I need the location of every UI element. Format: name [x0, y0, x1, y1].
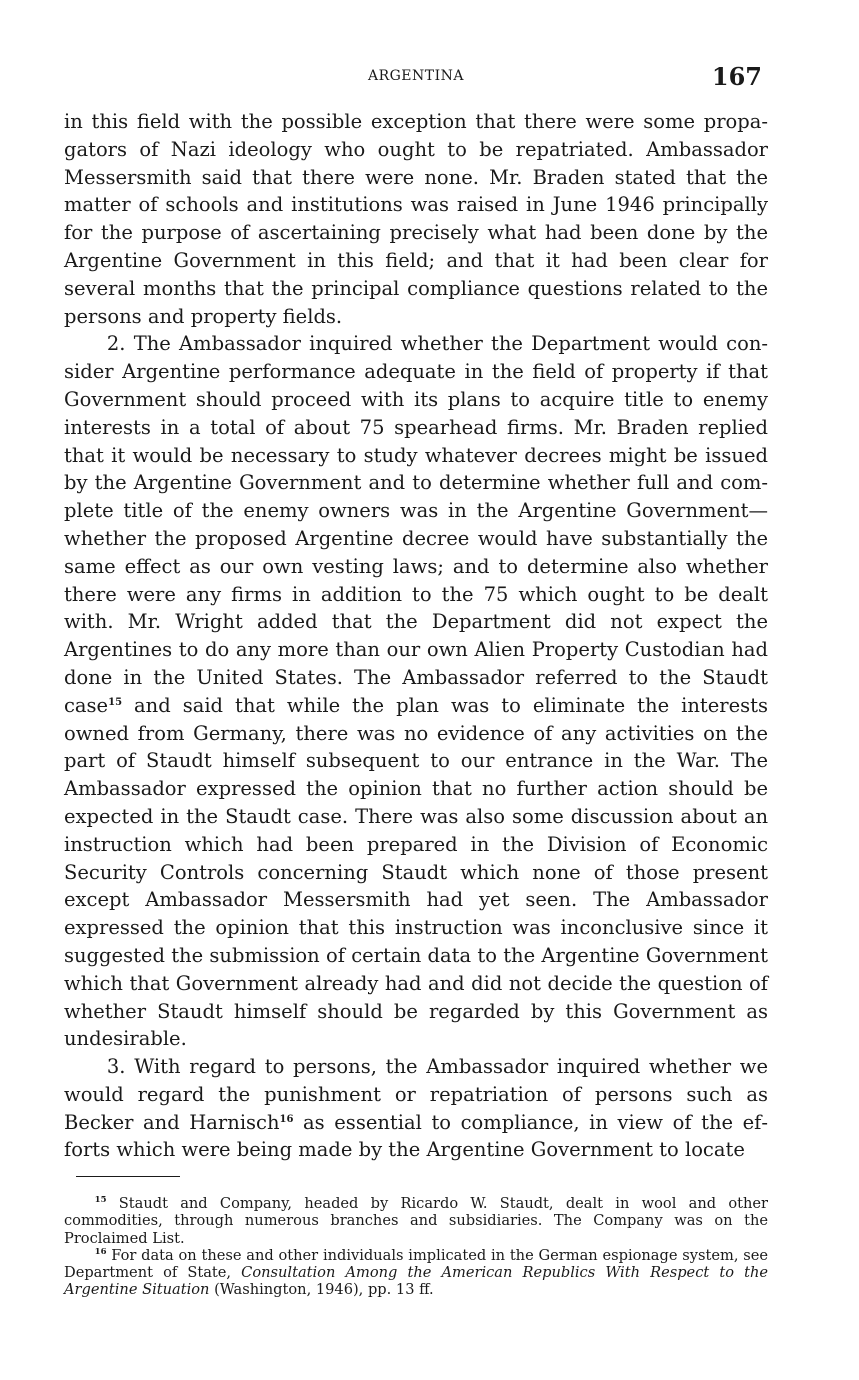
running-title: ARGENTINA — [367, 68, 465, 84]
footnote-15 — [64, 1195, 768, 1247]
footnote-divider — [76, 1176, 180, 1177]
footnote-ref-15: 15 — [108, 696, 123, 708]
paragraph-2-part-b: and said that while the plan was to eliminate the interests owned from Germany, there was no evidence of any activities on the part of Staudt himself subsequent to our entrance in the War. The Ambassador expressed the opinion that no further action should be expected in the Staudt case. There was also some discussion about an instruction which had been prepared in the Division of Economic Security Controls concerning Staudt which none of those present except Ambassador Messersmith had yet seen. The Ambassador expressed the opinion that this instruction was inconclusive since it suggested the submission of certain data to the Argentine Government which that Government already had and did not decide the question of whether Staudt himself should be regarded by this Government as undesirable. — [64, 693, 768, 1051]
running-head — [64, 62, 768, 92]
footnote-16-text-a: For data on these and other individuals implicated in the German espionage system, see Department of State, — [64, 1246, 768, 1282]
footnote-ref-16: 16 — [279, 1113, 294, 1125]
paragraph-2 — [64, 330, 768, 1053]
paragraph-3-part-a: 3. With regard to persons, the Ambassador inquired whether we would regard the punishment or repatriation of persons such as Becker and Harnisch — [64, 1055, 768, 1134]
document-page — [64, 62, 768, 1299]
body-text — [64, 108, 768, 1164]
paragraph-3 — [64, 1053, 768, 1164]
page-number: 167 — [711, 62, 762, 91]
footnote-15-text: Staudt and Company, headed by Ricardo W. Staudt, dealt in wool and other commodities, through numerous branches and subsidiaries. The Company was on the Proclaimed List. — [64, 1195, 768, 1247]
paragraph-2-part-a: 2. The Ambassador inquired whether the Department would consider Argentine performance adequate in the field of property if that Government should proceed with its plans to acquire title to enemy interests in a total of about 75 spearhead firms. Mr. Braden replied that it would be necessary to study whatever decrees might be issued by the Argentine Government and to determine whether full and complete title of the enemy owners was in the Argentine Government—whether the proposed Argentine decree would have substantially the same effect as our own vesting laws; and to determine also whether there were any firms in addition to the 75 which ought to be dealt with. Mr. Wright added that the Department did not expect the Argentines to do any more than our own Alien Property Custodian had done in the United States. The Ambassador referred to the Staudt case — [64, 332, 768, 717]
footnote-16-text-b: (Washington, 1946), pp. 13 ff. — [209, 1281, 434, 1299]
footnote-15-mark: 15 — [94, 1195, 107, 1206]
footnotes — [64, 1195, 768, 1298]
footnote-16-mark: 16 — [94, 1246, 107, 1257]
paragraph-3-part-b: as essential to compliance, in view of the efforts which were being made by the Argentine Government to locate — [64, 1110, 768, 1162]
footnote-16-publication-title: Consultation Among the American Republics With Respect to the Argentine Situation — [64, 1264, 768, 1299]
footnote-16 — [64, 1247, 768, 1299]
paragraph-1: in this field with the possible exception that there were some propagators of Nazi ideology who ought to be repatriated. Ambassador Messersmith said that there were none. Mr. Braden stated that the matter of schools and institutions was raised in June 1946 principally for the purpose of ascertaining precisely what had been done by the Argentine Government in this field; and that it had been clear for several months that the principal compliance questions related to the persons and property fields. — [64, 110, 768, 328]
